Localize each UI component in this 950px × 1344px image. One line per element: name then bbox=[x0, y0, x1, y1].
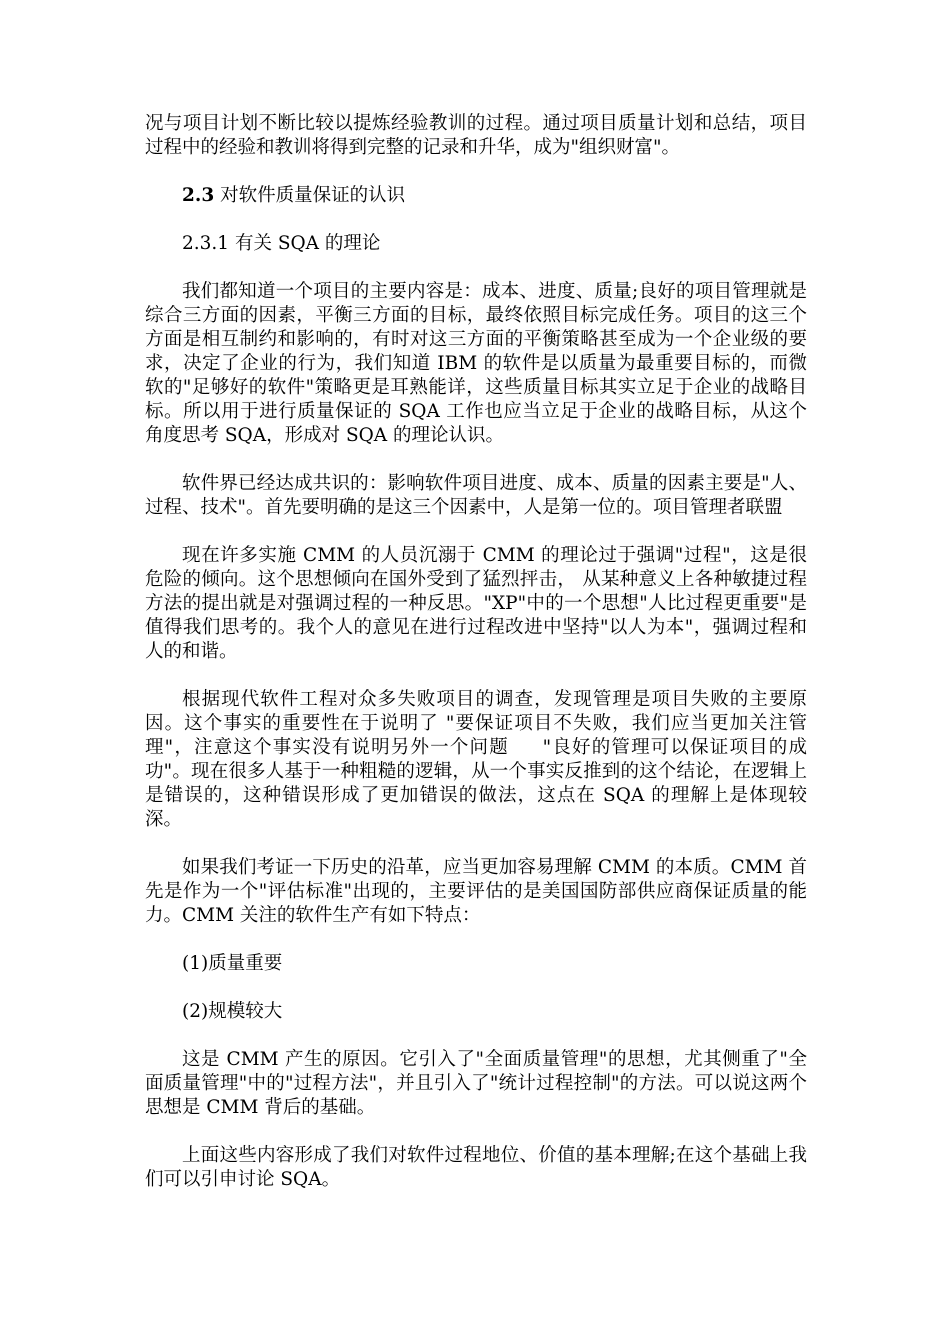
paragraph-people-process-technology: 软件界已经达成共识的：影响软件项目进度、成本、质量的因素主要是"人、过程、技术"。首先要明确的是这三个因素中，人是第一位的。项目管理者联盟 bbox=[145, 473, 807, 518]
section-number: 2.3 bbox=[182, 185, 215, 206]
list-item-scale: (2)规模较大 bbox=[182, 1001, 283, 1022]
intro-paragraph: 况与项目计划不断比较以提炼经验教训的过程。通过项目质量计划和总结，项目过程中的经验和教训将得到完整的记录和升华，成为"组织财富"。 bbox=[145, 113, 807, 158]
document-page bbox=[145, 112, 807, 1192]
section-heading bbox=[145, 184, 807, 208]
paragraph-cmm-history: 如果我们考证一下历史的沿革，应当更加容易理解 CMM 的本质。CMM 首先是作为一个"评估标准"出现的，主要评估的是美国国防部供应商保证质量的能力。CMM 关注的软件生产有如下特点： bbox=[145, 857, 807, 926]
paragraph-management-failure: 根据现代软件工程对众多失败项目的调查，发现管理是项目失败的主要原因。这个事实的重要性在于说明了 "要保证项目不失败，我们应当更加关注管理"，注意这个事实没有说明另外一个问题 "良好的管理可以保证项目的成功"。现在很多人基于一种粗糙的逻辑，从一个事实反推到的这个结论，在逻辑上是错误的，这种错误形成了更加错误的做法，这点在 SQA 的理解上是体现较深。 bbox=[145, 689, 807, 830]
paragraph-cmm-process: 现在许多实施 CMM 的人员沉溺于 CMM 的理论过于强调"过程"，这是很危险的倾向。这个思想倾向在国外受到了猛烈抨击， 从某种意义上各种敏捷过程方法的提出就是对强调过程的一种反思。"XP"中的一个思想"人比过程更重要"是值得我们思考的。我个人的意见在进行过程改进中坚持"以人为本"，强调过程和人的和谐。 bbox=[145, 545, 807, 662]
section-title: 对软件质量保证的认识 bbox=[214, 185, 406, 206]
subsection-heading: 2.3.1 有关 SQA 的理论 bbox=[182, 233, 381, 254]
paragraph-conclusion: 上面这些内容形成了我们对软件过程地位、价值的基本理解;在这个基础上我们可以引申讨论 SQA。 bbox=[145, 1145, 807, 1190]
paragraph-cmm-origin: 这是 CMM 产生的原因。它引入了"全面质量管理"的思想，尤其侧重了"全面质量管理"中的"过程方法"，并且引入了"统计过程控制"的方法。可以说这两个思想是 CMM 背后的基础。 bbox=[145, 1049, 807, 1118]
list-item-quality: (1)质量重要 bbox=[182, 953, 283, 974]
paragraph-sqa-theory: 我们都知道一个项目的主要内容是：成本、进度、质量;良好的项目管理就是综合三方面的因素，平衡三方面的目标，最终依照目标完成任务。项目的这三个方面是相互制约和影响的，有时对这三方面的平衡策略甚至成为一个企业级的要求，决定了企业的行为，我们知道 IBM 的软件是以质量为最重要目标的，而微软的"足够好的软件"策略更是耳熟能详，这些质量目标其实立足于企业的战略目标。所以用于进行质量保证的 SQA 工作也应当立足于企业的战略目标，从这个角度思考 SQA，形成对 SQA 的理论认识。 bbox=[145, 281, 807, 446]
